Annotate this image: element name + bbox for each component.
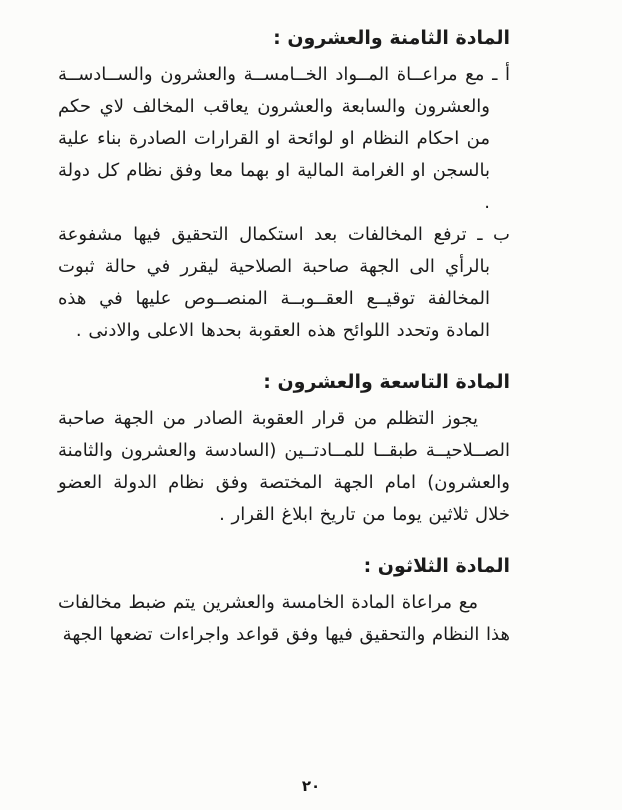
article-28-section <box>58 24 510 347</box>
page-content <box>58 24 510 651</box>
article-30-paragraph: مع مراعاة المادة الخامسة والعشرين يتم ضبط مخالفات هذا النظام والتحقيق فيها وفق قواعد واجراءات تضعها الجهة <box>58 592 510 645</box>
article-29-paragraph: يجوز التظلم من قرار العقوبة الصادر من الجهة صاحبة الصــلاحيــة طبقــا للمــادتــين (السادسة والعشرون والثامنة والعشرون) امام الجهة المختصة وفق نظام الدولة العضو خلال ثلاثين يوما من تاريخ ابلاغ القرار . <box>58 408 510 525</box>
article-28-item-b <box>58 219 510 347</box>
article-28-heading: المادة الثامنة والعشرون : <box>273 27 510 49</box>
article-28-item-a <box>58 59 510 219</box>
item-a-marker: أ ـ <box>492 64 511 85</box>
item-a-text: مع مراعــاة المــواد الخــامســة والعشرون والســادســة والعشرون والسابعة والعشرون يعاقب المخالف لاي حكم من احكام النظام او لوائحة او القرارات الصادرة بناء علية بالسجن او الغرامة المالية او بهما معا وفق نظام كل دولة . <box>58 64 490 213</box>
article-30-heading: المادة الثلاثون : <box>363 555 510 577</box>
article-30-section <box>58 552 510 651</box>
article-29-section <box>58 368 510 531</box>
item-b-marker: ب ـ <box>477 224 510 245</box>
item-b-text: ترفع المخالفات بعد استكمال التحقيق فيها مشفوعة بالرأي الى الجهة صاحبة الصلاحية ليقرر في حالة ثبوت المخالفة توقيــع العقــوبــة المنصــوص عليها في هذه المادة وتحدد اللوائح هذه العقوبة بحدها الاعلى والادنى . <box>58 224 490 341</box>
page-number: ٢٠ <box>301 777 321 795</box>
article-29-heading: المادة التاسعة والعشرون : <box>263 371 510 393</box>
